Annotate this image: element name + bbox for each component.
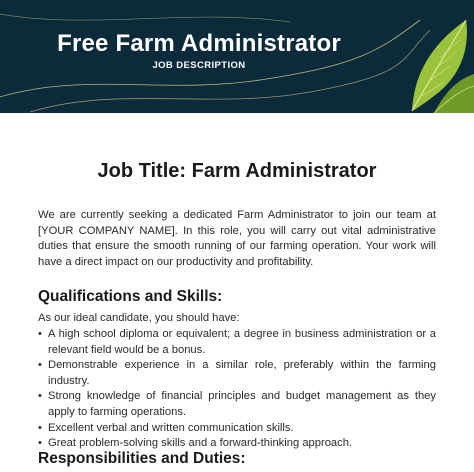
list-item: • Great problem-solving skills and a forward-thinking approach. xyxy=(38,436,436,452)
list-item: • Strong knowledge of financial principles and budget management as they apply to farming operations. xyxy=(38,389,436,420)
responsibilities-heading: Responsibilities and Duties: xyxy=(38,450,246,467)
document-subtitle: JOB DESCRIPTION xyxy=(152,60,246,71)
document-title: Free Farm Administrator xyxy=(57,30,341,57)
qualifications-intro: As our ideal candidate, you should have: xyxy=(38,312,240,324)
qualifications-list xyxy=(38,327,436,452)
list-item: • A high school diploma or equivalent; a degree in business administration or a relevant field would be a bonus. xyxy=(38,327,436,358)
qualifications-heading: Qualifications and Skills: xyxy=(38,288,223,305)
leaf-icon xyxy=(404,16,474,113)
intro-paragraph: We are currently seeking a dedicated Farm Administrator to join our team at [YOUR COMPANY NAME]. In this role, you will carry out vital administrative duties that ensure the smooth running of our farming operation. Your work will have a direct impact on our productivity and profitability. xyxy=(38,209,436,268)
list-item: • Demonstrable experience in a similar role, preferably within the farming industry. xyxy=(38,358,436,389)
header-banner xyxy=(0,0,474,113)
job-title-heading: Job Title: Farm Administrator xyxy=(97,160,377,182)
list-item: • Excellent verbal and written communication skills. xyxy=(38,421,436,437)
